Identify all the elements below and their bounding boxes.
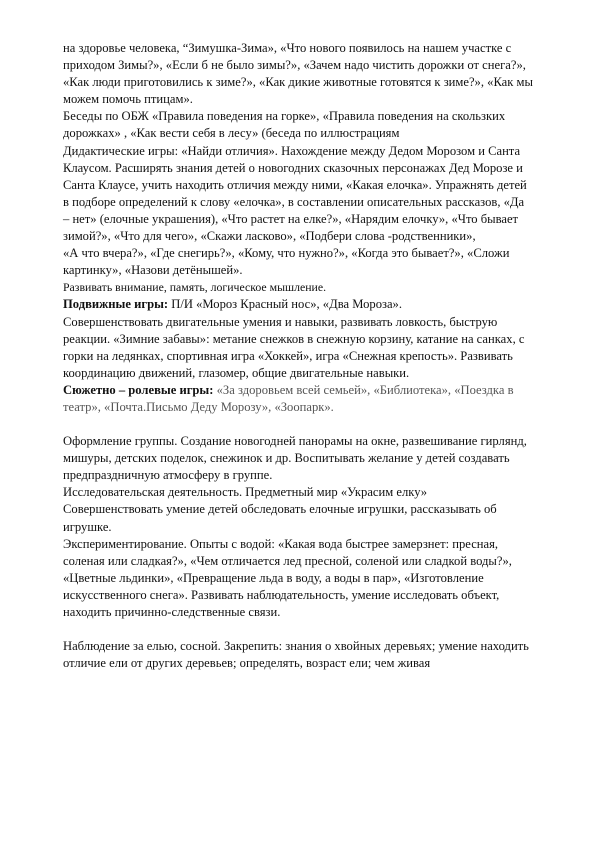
outdoor-games-text: П/И «Мороз Красный нос», «Два Мороза». bbox=[168, 297, 402, 312]
paragraph-motor-skills: Совершенствовать двигательные умения и навыки, развивать ловкость, быструю реакции. «Зимние забавы»: метание снежков в снежную корзину, катание на санках, с горки на ледянках, спортивная игра «Хоккей», игра «Снежная крепость». Развивать координацию движений, глазомер, общие двигательные навыки. bbox=[63, 314, 525, 380]
paragraph-didactic-games-cont: «А что вчера?», «Где снегирь?», «Кому, что нужно?», «Когда это бывает?», «Сложи картинку», «Назови детёнышей». bbox=[63, 246, 510, 278]
paragraph-develop-attention: Развивать внимание, память, логическое мышление. bbox=[63, 280, 327, 295]
role-play-label: Сюжетно – ролевые игры: bbox=[63, 382, 214, 397]
paragraph-outdoor-games bbox=[63, 296, 533, 313]
paragraph-role-play bbox=[63, 382, 533, 416]
role-play-text: «За здоровьем всей семьей», «Библиотека», «Поездка в театр», «Почта.Письмо Деду Морозу», «Зоопарк». bbox=[63, 382, 514, 414]
paragraph-didactic-games: Дидактические игры: «Найди отличия». Нахождение между Дедом Морозом и Санта Клаусом. Расширять знания детей о новогодних сказочных персонажах Дед Морозе и Санта Клаусе, учить находить отличия между ними, «Какая елочка». Упражнять детей в подборе определений к слову «елочка», в составлении описательных рассказов, «Да – нет» (елочные украшения), «Что растет на елке?», «Нарядим елочку», «Что бывает зимой?», «Что для чего», «Скажи ласково», «Подбери слова -родственники», bbox=[63, 143, 527, 244]
paragraph-toy-examination: Совершенствовать умение детей обследовать елочные игрушки, рассказывать об игрушке. bbox=[63, 502, 497, 534]
paragraph-observation: Наблюдение за елью, сосной. Закрепить: знания о хвойных деревьях; умение находить отличие ели от других деревьев; определять, возраст ели; чем живая bbox=[63, 639, 529, 671]
paragraph-winter-conversations: на здоровье человека, “Зимушка-Зима», «Что нового появилось на нашем участке с приходом Зимы?», «Если б не было зимы?», «Зачем надо чистить дорожки от снега?», «Как люди приготовились к зиме?», «Как дикие животные готовятся к зиме?», «Как мы можем помочь птицам». bbox=[63, 41, 533, 107]
paragraph-group-decoration: Оформление группы. Создание новогодней панорамы на окне, развешивание гирлянд, мишуры, детских поделок, снежинок и др. Воспитывать желание у детей создавать предпраздничную атмосферу в группе. bbox=[63, 434, 527, 483]
spacer bbox=[63, 416, 533, 433]
paragraph-safety-talks: Беседы по ОБЖ «Правила поведения на горке», «Правила поведения на скользких дорожках» , «Как вести себя в лесу» (беседа по иллюстрациям bbox=[63, 109, 506, 141]
outdoor-games-label: Подвижные игры: bbox=[63, 297, 169, 312]
spacer bbox=[63, 621, 533, 638]
paragraph-research-activity: Исследовательская деятельность. Предметный мир «Украсим елку» bbox=[63, 485, 428, 500]
document-body bbox=[63, 40, 533, 672]
paragraph-experiments: Экспериментирование. Опыты с водой: «Какая вода быстрее замерзнет: пресная, соленая или сладкая?», «Чем отличается лед пресной, соленой или сладкой воды?», «Цветные льдинки», «Превращение льда в воду, а воды в пар», «Изготовление искусственного снега». Развивать наблюдательность, умение исследовать объект, находить причинно-следственные связи. bbox=[63, 536, 512, 619]
